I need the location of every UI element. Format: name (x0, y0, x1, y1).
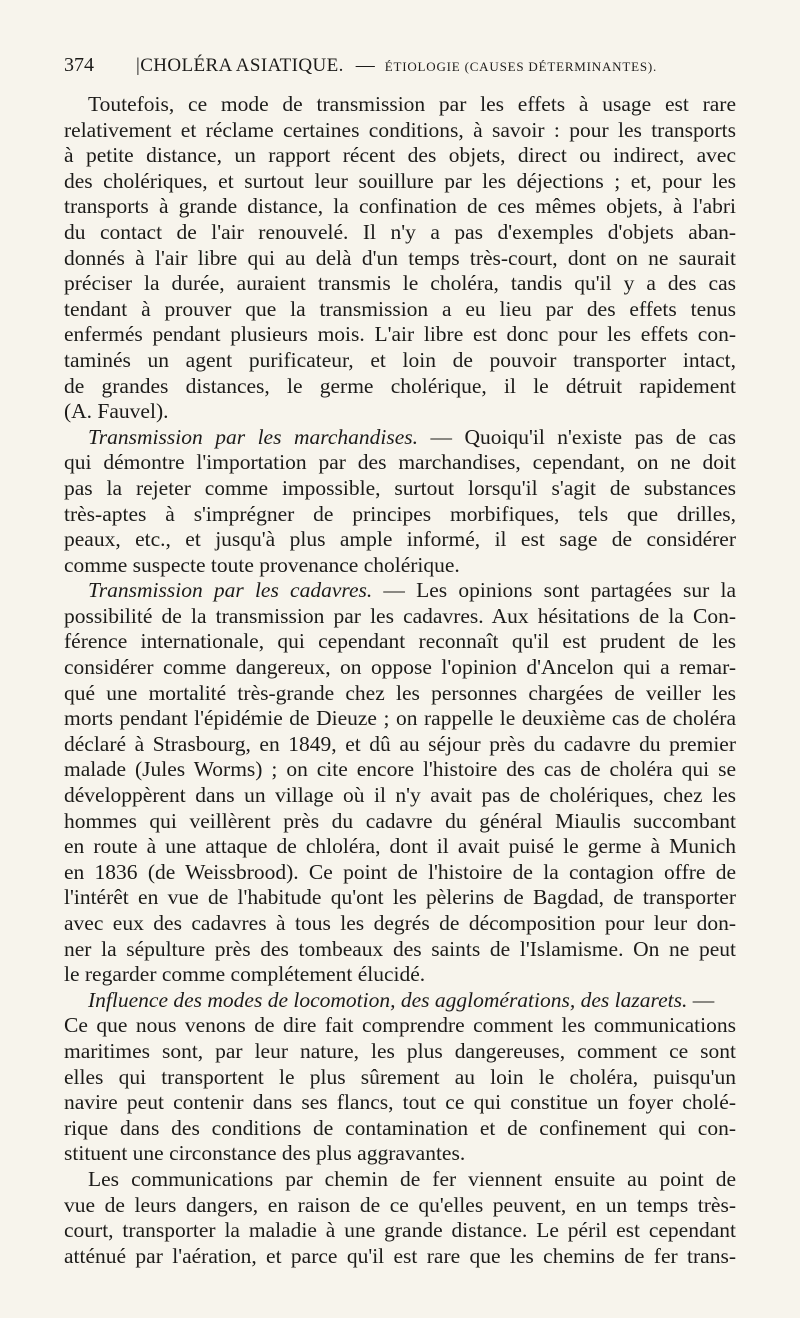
text-line: transports à grande distance, la confination de ces mêmes objets, à l'abri (64, 194, 736, 219)
text-line: qui démontre l'importation par des marchandises, cependant, on ne doit (64, 450, 736, 475)
text-line: Les communications par chemin de fer viennent ensuite au point de (88, 1166, 736, 1191)
body-text (64, 92, 736, 1269)
text-line: elles qui transportent le plus sûrement au loin le choléra, puisqu'un (64, 1064, 736, 1089)
text-line: atténué par l'aération, et parce qu'il est rare que les chemins de fer trans- (64, 1243, 736, 1268)
text-line: du contact de l'air renouvelé. Il n'y a pas d'exemples d'objets aban- (64, 219, 736, 244)
text-line: préciser la durée, auraient transmis le choléra, tandis qu'il y a des cas (64, 271, 736, 296)
text-line: le regarder comme complétement élucidé. (64, 962, 426, 987)
running-header (64, 52, 736, 80)
text-line: relativement et réclame certaines conditions, à savoir : pour les transports (64, 117, 736, 142)
book-page (64, 52, 736, 1269)
section-heading: Influence des modes de locomotion, des agglomérations, des lazarets. (88, 987, 688, 1012)
text-line: rique dans des conditions de contamination et de confinement qui con- (64, 1115, 736, 1140)
text-line: à petite distance, un rapport récent des objets, direct ou indirect, avec (64, 143, 736, 168)
page-number: 374 (64, 54, 94, 76)
heading-continuation: — Les opinions sont partagées sur la (372, 578, 736, 603)
paragraph (64, 92, 736, 425)
text-line: avec eux des cadavres à tous les degrés de décomposition pour leur don- (64, 911, 736, 935)
text-line: considérer comme dangereux, on oppose l'opinion d'Ancelon qui a remar- (64, 655, 736, 680)
text-line: donnés à l'air libre qui au delà d'un temps très-court, dont on ne saurait (64, 245, 736, 270)
text-line: l'intérêt en vue de l'habitude qu'ont les pèlerins de Bagdad, de transporter (64, 885, 736, 910)
text-line: malade (Jules Worms) ; on cite encore l'histoire des cas de choléra qui se (64, 757, 736, 782)
paragraph (64, 578, 736, 988)
text-line: en 1836 (de Weissbrood). Ce point de l'histoire de la contagion offre de (64, 859, 736, 884)
paragraph (64, 425, 736, 579)
text-line: comme suspecte toute provenance cholérique. (64, 552, 460, 577)
text-line: pas la rejeter comme impossible, surtout lorsqu'il s'agit de substances (64, 475, 736, 500)
text-line: hommes qui veillèrent près du cadavre du général Miaulis succombant (64, 808, 736, 833)
heading-continuation: — Quoiqu'il n'existe pas de cas (417, 424, 736, 449)
text-line (64, 425, 736, 451)
text-line (64, 988, 736, 1014)
text-line: vue de leurs dangers, en raison de ce qu'elles peuvent, en un temps très- (64, 1192, 736, 1217)
text-line: court, transporter la maladie à une grande distance. Le péril est cependant (64, 1218, 736, 1243)
text-line: très-aptes à s'imprégner de principes morbifiques, tels que drilles, (64, 501, 736, 526)
section-heading: Transmission par les marchandises. (88, 424, 418, 449)
text-line: morts pendant l'épidémie de Dieuze ; on rappelle le deuxième cas de choléra (64, 706, 736, 731)
text-line: taminés un agent purificateur, et loin de pouvoir transporter intact, (64, 347, 736, 372)
text-line: qué une mortalité très-grande chez les personnes chargées de veiller les (64, 680, 736, 705)
text-line: navire peut contenir dans ses flancs, tout ce qui constitue un foyer cholé- (64, 1090, 736, 1115)
text-line (64, 578, 736, 604)
heading-continuation: — (687, 987, 715, 1012)
text-line: (A. Fauvel). (64, 399, 169, 424)
text-line: Ce que nous venons de dire fait comprendre comment les communications (64, 1013, 736, 1038)
text-line: des cholériques, et surtout leur souillure par les déjections ; et, pour les (64, 168, 736, 193)
text-line: tendant à prouver que la transmission a eu lieu par des effets tenus (64, 296, 736, 321)
text-line: maritimes sont, par leur nature, les plus dangereuses, comment ce sont (64, 1038, 736, 1063)
text-line: ner la sépulture près des tombeaux des saints de l'Islamisme. On ne peut (64, 936, 736, 961)
text-line: possibilité de la transmission par les cadavres. Aux hésitations de la Con- (64, 603, 736, 628)
running-subtitle: ÉTIOLOGIE (CAUSES DÉTERMINANTES). (384, 59, 658, 74)
text-line: développèrent dans un village où il n'y avait pas de cholériques, chez les (64, 783, 736, 808)
text-line: férence internationale, qui cependant reconnaît qu'il est prudent de les (64, 629, 736, 654)
paragraph (64, 988, 736, 1167)
text-line: Toutefois, ce mode de transmission par les effets à usage est rare (88, 92, 736, 116)
text-line: de grandes distances, le germe cholérique, il le détruit rapidement (64, 373, 736, 398)
text-line: stituent une circonstance des plus aggravantes. (64, 1141, 466, 1166)
paragraph (64, 1167, 736, 1269)
text-line: déclaré à Strasbourg, en 1849, et dû au séjour près du cadavre du premier (64, 731, 736, 756)
section-heading: Transmission par les cadavres. (88, 578, 373, 603)
text-line: en route à une attaque de chloléra, dont il avait puisé le germe à Munich (64, 834, 736, 859)
running-title: |CHOLÉRA ASIATIQUE. (136, 55, 344, 76)
text-line: peaux, etc., et jusqu'à plus ample informé, il est sage de considérer (64, 527, 736, 552)
header-dash: — (355, 55, 375, 76)
text-line: enfermés pendant plusieurs mois. L'air libre est donc pour les effets con- (64, 322, 736, 347)
